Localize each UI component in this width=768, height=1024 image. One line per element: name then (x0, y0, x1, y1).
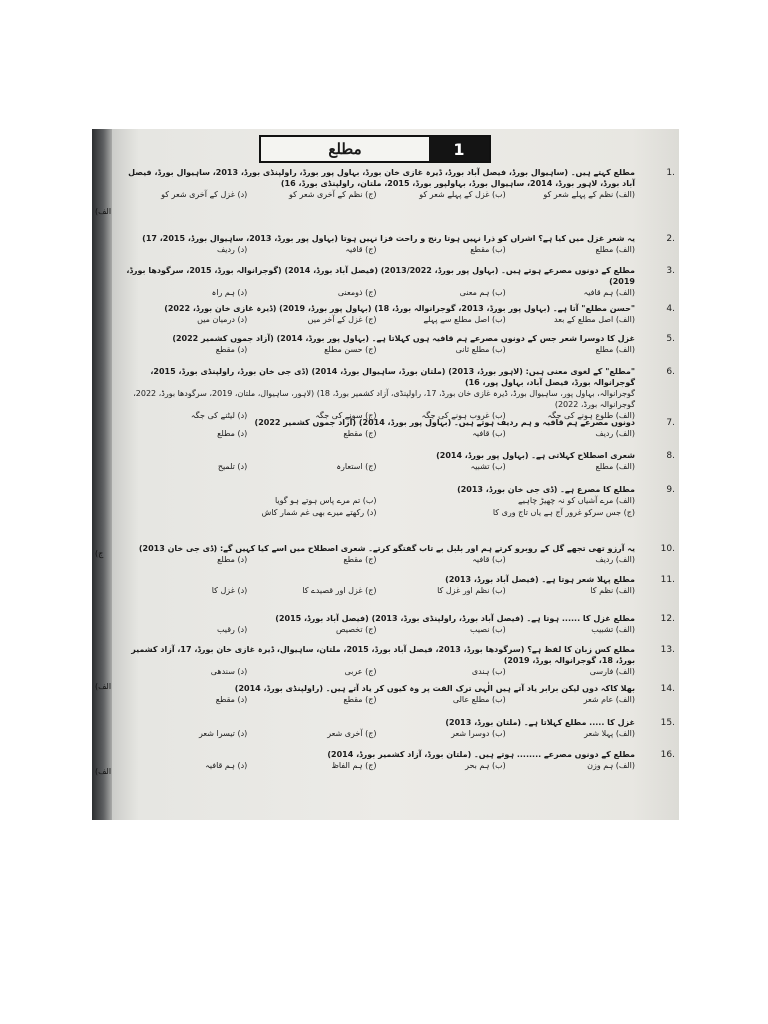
answer-option: (ب) قافیہ (472, 429, 506, 438)
question-number: 14. (660, 684, 675, 694)
question-number: 13. (660, 645, 675, 655)
answer-option: (الف) تشبیب (591, 625, 635, 634)
answer-option: (ب) ہم معنی (459, 288, 506, 297)
answer-option: (د) غزل کا (211, 586, 248, 595)
question-text: بھلا کاکہ دوں لیکن برابر یاد آتے ہیں الٰہی ترک الفت پر وہ کیوں کر یاد آتے ہیں۔ (راولپنڈی بورڈ، 2014) (234, 684, 635, 693)
question-source-note: گوجرانوالہ، بہاول پور، ساہیوال بورڈ، ڈیرہ غازی خان بورڈ، 17، راولپنڈی، آزاد کشمیر بورڈ، 18) (لاہور، ساہیوال، ملتان، 2019، سرگودھا بورڈ، 2022، گوجرانوالہ بورڈ، 2022) (133, 389, 635, 409)
answer-option: (ب) نظم اور غزل کا (437, 586, 506, 595)
answer-option: (ج) ذومعنی (337, 288, 377, 297)
answer-option: (الف) پہلا شعر (584, 729, 635, 738)
question-number: 15. (660, 718, 675, 728)
question-text: مطلع کے دونوں مصرعے ........ ہوتے ہیں۔ (ملتان بورڈ، آزاد کشمیر بورڈ، 2014) (327, 750, 635, 759)
answer-option: (ج) غزل اور قصیدے کا (302, 586, 377, 595)
question-number: 7. (666, 418, 675, 428)
question-text: یہ شعر غزل میں کیا ہے؟ اشراں کو ذرا نہیں ہوتا رنج و راحت فزا نہیں ہوتا (بہاول پور بورڈ، 2013، ساہیوال بورڈ، 2015، 17) (142, 234, 635, 243)
answer-option: (ج) آخری شعر (327, 729, 377, 738)
chapter-number: 1 (429, 137, 489, 161)
answer-option: (ب) ہم بحر (465, 761, 506, 770)
answer-option: (د) غزل کے آخری شعر کو (161, 190, 248, 199)
answer-option: (الف) ہم وزن (587, 761, 635, 770)
question-text: "مطلع" کے لغوی معنی ہیں: (لاہور بورڈ، 2013) (ملتان بورڈ، ساہیوال بورڈ، 2014) (ڈی جی خان بورڈ، راولپنڈی بورڈ، 2015، گوجرانوالہ بورڈ، فیصل آباد، بہاول پور، 16) (150, 367, 635, 387)
chapter-header (259, 135, 491, 163)
answer-option: (ج) مقطع (343, 429, 377, 438)
answer-option: (الف) مطلع (595, 245, 635, 254)
question-number: 1. (666, 168, 675, 178)
answer-option: (الف) نظم کا (590, 586, 635, 595)
answer-option: (ب) مطلع ثانی (455, 345, 506, 354)
answer-options (118, 428, 635, 440)
answer-option: (ب) غروب ہونے کی جگہ (421, 411, 506, 420)
question-text: مطلع کس زبان کا لفظ ہے؟ (سرگودھا بورڈ، 2013، فیصل آباد بورڈ، 2015، ملتان، ساہیوال، ڈیرہ غازی خان بورڈ، 17، آزاد کشمیر بورڈ، 18، گوجرانوالہ بورڈ، 2019) (131, 645, 635, 665)
question-text: مطلع کہتے ہیں۔ (ساہیوال بورڈ، فیصل آباد بورڈ، ڈیرہ غازی خان بورڈ، بہاول پور بورڈ، راولپنڈی بورڈ، 2013، ساہیوال بورڈ، فیصل آباد بورڈ، لاہور بورڈ، 2014، ساہیوال بورڈ، بہاولپور بورڈ، 2015، ملتان، راولپنڈی بورڈ، 16) (128, 168, 635, 188)
question-item (114, 303, 679, 333)
answer-option: (د) مقطع (215, 695, 248, 704)
question-item (114, 613, 679, 644)
answer-options (118, 461, 635, 473)
question-number: 12. (660, 614, 675, 624)
answer-option: (ج) مقطع (343, 555, 377, 564)
answer-option: (ج) تخصیص (336, 625, 377, 634)
answer-options (118, 344, 635, 356)
answer-options (118, 554, 635, 566)
question-text: مطلع کا مصرع ہے۔ (ڈی جی خان بورڈ، 2013) (457, 485, 635, 494)
question-item (114, 484, 679, 543)
scanned-page-photo (92, 129, 679, 820)
question-item (114, 450, 679, 484)
margin-mark: (الف (95, 767, 112, 776)
answer-option: (د) درمیان میں (197, 315, 248, 324)
question-number: 3. (666, 266, 675, 276)
answer-option: (الف) اصل مطلع کے بعد (554, 315, 635, 324)
answer-option: (ب) ہندی (471, 667, 506, 676)
answer-options (118, 728, 635, 740)
question-item (114, 683, 679, 717)
answer-option: (الف) نظم کے پہلے شعر کو (543, 190, 635, 199)
answer-option: (الف) فارسی (589, 667, 635, 676)
answer-option: (د) تیسرا شعر (198, 729, 248, 738)
answer-option: (د) رکھتے میرے بھی غم شمار کاش (261, 508, 377, 517)
answer-option: (ج) حسن مطلع (324, 345, 377, 354)
answer-option: (الف) ردیف (595, 555, 635, 564)
question-number: 11. (660, 575, 675, 585)
answer-options (118, 495, 635, 519)
question-text: غزل کا ..... مطلع کہلاتا ہے۔ (ملتان بورڈ، 2013) (445, 718, 635, 727)
chapter-title: مطلع (328, 140, 362, 158)
answer-option: (ج) سونے کی جگہ (315, 411, 377, 420)
question-number: 4. (666, 304, 675, 314)
question-text: مطلع کے دونوں مصرعے ہوتے ہیں۔ (بہاول پور بورڈ، 2013/2022) (فیصل آباد بورڈ، 2014) (گوجرانوالہ بورڈ، 2015، سرگودھا بورڈ، 2019) (126, 266, 635, 286)
answer-option: (الف) ردیف (595, 429, 635, 438)
question-text: مطلع پہلا شعر ہوتا ہے۔ (فیصل آباد بورڈ، 2013) (445, 575, 635, 584)
question-text: مطلع غزل کا ...... ہوتا ہے۔ (فیصل آباد بورڈ، راولپنڈی بورڈ، 2013) (فیصل آباد بورڈ، 2015) (275, 614, 635, 623)
question-number: 2. (666, 234, 675, 244)
answer-option: (د) مطلع (217, 555, 248, 564)
question-item (114, 574, 679, 613)
answer-option: (ج) جس سرکو غرور آج ہے یاں تاج وری کا (492, 508, 635, 517)
question-text: شعری اصطلاح کہلاتی ہے۔ (بہاول پور بورڈ، 2014) (436, 451, 635, 460)
question-item (114, 717, 679, 749)
answer-option: (الف) ہم قافیہ (583, 288, 635, 297)
answer-option: (ب) مطلع عالی (452, 695, 506, 704)
answer-option: (ج) نظم کے آخری شعر کو (289, 190, 377, 199)
answer-options (118, 314, 635, 326)
answer-option: (ب) غزل کے پہلے شعر کو (419, 190, 506, 199)
margin-mark: (الف (95, 207, 112, 216)
answer-option: (د) مقطع (215, 345, 248, 354)
margin-mark: (الف (95, 682, 112, 691)
answer-option: (ب) اصل مطلع سے پہلے (423, 315, 506, 324)
answer-options (118, 287, 635, 299)
question-number: 5. (666, 334, 675, 344)
answer-option: (الف) عام شعر (583, 695, 635, 704)
answer-option: (د) مطلع (217, 429, 248, 438)
question-item (114, 749, 679, 785)
question-item (114, 543, 679, 574)
question-item (114, 233, 679, 265)
question-item (114, 366, 679, 420)
question-text: یہ آرزو تھی تجھے گل کے روبرو کرتے ہم اور بلبل بے تاب گفتگو کرتے۔ شعری اصطلاح میں اسے کیا کہیں گے: (ڈی جی خان 2013) (138, 544, 635, 553)
answer-option: (د) لیٹنے کی جگہ (190, 411, 248, 420)
answer-option: (ب) تم مرے پاس ہوتے ہو گویا (274, 496, 377, 505)
answer-options (118, 244, 635, 256)
question-item (114, 265, 679, 303)
answer-option: (ج) ہم الفاظ (331, 761, 377, 770)
answer-options (118, 760, 635, 772)
answer-option: (ب) نصیب (470, 625, 506, 634)
margin-mark: (ج (95, 549, 104, 558)
question-number: 10. (660, 544, 675, 554)
question-text: غزل کا دوسرا شعر جس کے دونوں مصرعے ہم قافیہ ہوں کہلاتا ہے۔ (بہاول پور بورڈ، 2014) (آزاد جموں کشمیر 2022) (172, 334, 635, 343)
question-number: 8. (666, 451, 675, 461)
book-spine-shadow (92, 129, 112, 820)
answer-option: (ب) تشبیہ (470, 462, 506, 471)
question-number: 9. (666, 485, 675, 495)
answer-option: (الف) مرے آشیاں کو نہ چھیڑ چاہیے (518, 496, 635, 505)
answer-options (118, 189, 635, 201)
answer-option: (ج) استعارہ (336, 462, 377, 471)
answer-option: (الف) مطلع (595, 462, 635, 471)
answer-option: (ج) غزل کے آخر میں (307, 315, 377, 324)
answer-option: (ب) مقطع (470, 245, 506, 254)
question-list (114, 167, 679, 820)
answer-option: (ج) قافیہ (345, 245, 377, 254)
answer-option: (د) ردیف (216, 245, 248, 254)
answer-option: (ب) قافیہ (472, 555, 506, 564)
question-item (114, 333, 679, 366)
answer-option: (د) ہم قافیہ (205, 761, 248, 770)
answer-option: (د) رقیب (216, 625, 248, 634)
question-item (114, 644, 679, 683)
question-text: "حسن مطلع" آتا ہے۔ (بہاول پور بورڈ، 2013، گوجرانوالہ بورڈ، 18) (بہاول پور بورڈ، 2019) (ڈیرہ غازی خان بورڈ، 2022) (164, 304, 635, 313)
answer-option: (الف) طلوع ہونے کی جگہ (547, 411, 635, 420)
question-number: 6. (666, 367, 675, 377)
question-text: دونوں مصرعے ہم قافیہ و ہم ردیف ہوتے ہیں۔ (بہاول پور بورڈ، 2014) (آزاد جموں کشمیر 2022) (254, 418, 635, 427)
answer-options (118, 694, 635, 706)
answer-option: (الف) مطلع (595, 345, 635, 354)
question-number: 16. (660, 750, 675, 760)
answer-option: (د) سندھی (210, 667, 248, 676)
answer-options (118, 585, 635, 597)
answer-option: (ب) دوسرا شعر (451, 729, 506, 738)
question-item (114, 417, 679, 450)
answer-options (118, 624, 635, 636)
answer-option: (د) تلمیح (217, 462, 248, 471)
answer-option: (ج) عربی (344, 667, 377, 676)
answer-option: (ج) مقطع (343, 695, 377, 704)
answer-options (118, 666, 635, 678)
answer-option: (د) ہم راہ (211, 288, 248, 297)
question-item (114, 167, 679, 233)
